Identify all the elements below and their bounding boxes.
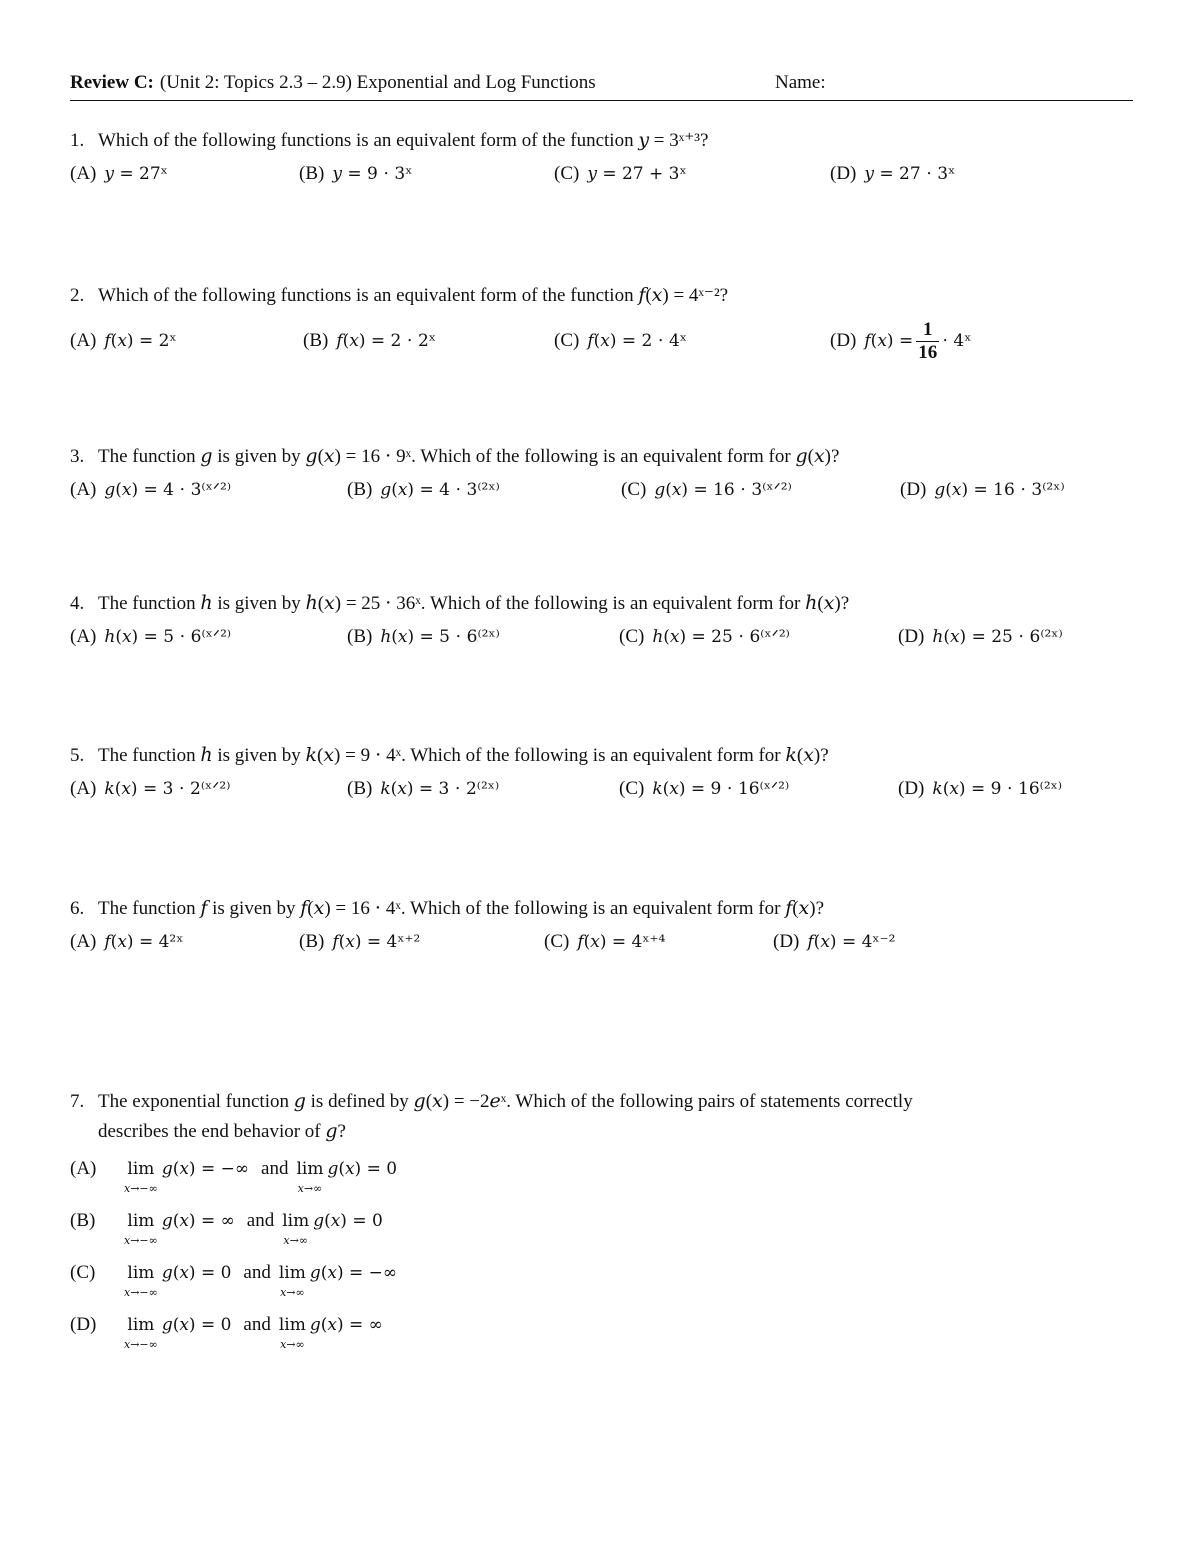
- limit-operator: [124, 1155, 158, 1195]
- choice-expression: 𝑓(𝑥) = 4ˣ⁺²: [332, 932, 421, 952]
- answer-choices: [70, 1155, 1150, 1363]
- choice-expression: 𝑓(𝑥) = 2ˣ: [104, 331, 177, 351]
- choice-letter: (B): [347, 479, 373, 500]
- choice-letter: (A): [70, 931, 97, 952]
- question-number: 4.: [70, 593, 85, 614]
- lim-word: lim: [278, 1263, 306, 1283]
- fraction-denominator: 16: [918, 342, 938, 363]
- choice-expression: 𝑘(𝑥) = 3 ⋅ 2⁽²ˣ⁾: [380, 779, 500, 799]
- answer-choices: [70, 621, 1150, 661]
- choice-a[interactable]: [70, 773, 230, 805]
- choice-letter: (B): [299, 931, 325, 952]
- lim-subscript: 𝑥→−∞: [124, 1338, 158, 1351]
- limit-operator: [296, 1155, 323, 1195]
- question-text: Which of the following functions is an equivalent form of the function 𝑦 = 3ˣ⁺³?: [98, 130, 709, 151]
- worksheet-header: [70, 72, 1133, 101]
- limit-expression: 𝑔(𝑥) = −∞: [309, 1263, 398, 1283]
- lim-word: lim: [127, 1315, 155, 1335]
- choice-letter: (D): [830, 163, 857, 184]
- lim-subscript: 𝑥→∞: [283, 1234, 308, 1247]
- limit-expression: 𝑔(𝑥) = 0: [161, 1263, 232, 1283]
- lim-word: lim: [127, 1263, 155, 1283]
- choice-expression: 𝑦 = 27 + 3ˣ: [587, 164, 687, 184]
- question-text-continued: describes the end behavior of 𝑔?: [98, 1121, 346, 1142]
- limit-expression: 𝑔(𝑥) = −∞: [161, 1159, 250, 1179]
- choice-c[interactable]: [619, 621, 790, 653]
- choice-letter: (B): [347, 778, 373, 799]
- choice-letter: (D): [900, 479, 927, 500]
- choice-c[interactable]: [544, 926, 665, 958]
- choice-expression: ℎ(𝑥) = 5 ⋅ 6⁽²ˣ⁾: [380, 627, 500, 647]
- choice-letter: (B): [303, 330, 329, 351]
- choice-letter: (A): [70, 626, 97, 647]
- choice-d[interactable]: [898, 773, 1062, 805]
- choice-expression: 𝑔(𝑥) = 16 ⋅ 3⁽ˣᐟ²⁾: [654, 480, 792, 500]
- limit-operator: [279, 1259, 306, 1299]
- choice-expression: 𝑓(𝑥) = 4²ˣ: [104, 932, 184, 952]
- lim-word: lim: [127, 1211, 155, 1231]
- choice-letter: (D): [830, 329, 857, 351]
- limit-operator: [279, 1311, 306, 1351]
- worksheet-title: (Unit 2: Topics 2.3 – 2.9) Exponential and Log Functions: [159, 72, 596, 93]
- question-text: The exponential function 𝑔 is defined by 𝑔(𝑥) = −2𝑒ˣ. Which of the following pairs of statements correctly: [98, 1091, 913, 1112]
- choice-expression: ℎ(𝑥) = 5 ⋅ 6⁽ˣᐟ²⁾: [104, 627, 232, 647]
- lim-subscript: 𝑥→∞: [280, 1286, 305, 1299]
- limit-expression: 𝑔(𝑥) = 0: [327, 1159, 398, 1179]
- answer-choices: [70, 773, 1150, 813]
- limit-expression: 𝑔(𝑥) = 0: [313, 1211, 383, 1231]
- choice-expression-prefix: 𝑓(𝑥) =: [864, 330, 914, 351]
- choice-c[interactable]: [554, 158, 687, 190]
- and-word: and: [246, 1210, 275, 1231]
- choice-letter: (B): [70, 1210, 96, 1231]
- question-number: 7.: [70, 1091, 85, 1112]
- question-stem: [70, 283, 1150, 309]
- choice-letter: (B): [347, 626, 373, 647]
- choice-b[interactable]: [299, 926, 420, 958]
- choice-b[interactable]: [70, 1207, 1150, 1259]
- choice-letter: (C): [70, 1262, 96, 1283]
- choice-letter: (C): [554, 330, 580, 351]
- question-4: [70, 591, 1150, 661]
- choice-expression: ℎ(𝑥) = 25 ⋅ 6⁽ˣᐟ²⁾: [652, 627, 790, 647]
- question-text: The function 𝑓 is given by 𝑓(𝑥) = 16 ⋅ 4ˣ. Which of the following is an equivalent form for 𝑓(𝑥)?: [98, 898, 825, 919]
- limit-operator: [124, 1207, 158, 1247]
- fraction: [916, 319, 939, 364]
- choice-b[interactable]: [299, 158, 412, 190]
- review-label: Review C:: [70, 72, 154, 93]
- choice-letter: (A): [70, 778, 97, 799]
- question-number: 3.: [70, 446, 85, 467]
- question-stem: [70, 1089, 1150, 1115]
- choice-b[interactable]: [303, 325, 436, 357]
- name-label: Name:: [775, 72, 826, 93]
- choice-letter: (D): [773, 931, 800, 952]
- choice-a[interactable]: [70, 621, 231, 653]
- choice-a[interactable]: [70, 158, 168, 190]
- choice-d[interactable]: [70, 1311, 1150, 1363]
- choice-c[interactable]: [619, 773, 789, 805]
- choice-d[interactable]: [830, 158, 955, 190]
- choice-letter: (D): [898, 626, 925, 647]
- choice-a[interactable]: [70, 1155, 1150, 1207]
- choice-letter: (C): [619, 778, 645, 799]
- choice-d[interactable]: [773, 926, 895, 958]
- choice-letter: (D): [70, 1314, 97, 1335]
- choice-letter: (C): [621, 479, 647, 500]
- choice-a[interactable]: [70, 926, 183, 958]
- choice-expression: 𝑔(𝑥) = 4 ⋅ 3⁽²ˣ⁾: [380, 480, 500, 500]
- question-number: 2.: [70, 285, 85, 306]
- choice-letter: (A): [70, 1158, 97, 1179]
- choice-expression: 𝑦 = 27 ⋅ 3ˣ: [864, 164, 956, 184]
- question-text: The function ℎ is given by ℎ(𝑥) = 25 ⋅ 36ˣ. Which of the following is an equivalent form for ℎ(𝑥)?: [98, 593, 850, 614]
- choice-d[interactable]: [900, 474, 1065, 506]
- choice-expression: 𝑘(𝑥) = 9 ⋅ 16⁽²ˣ⁾: [932, 779, 1063, 799]
- choice-a[interactable]: [70, 474, 231, 506]
- limit-expression: 𝑔(𝑥) = 0: [161, 1315, 232, 1335]
- choice-letter: (A): [70, 479, 97, 500]
- limit-expression: 𝑔(𝑥) = ∞: [161, 1211, 235, 1231]
- choice-b[interactable]: [347, 474, 500, 506]
- choice-letter: (D): [898, 778, 925, 799]
- choice-letter: (C): [544, 931, 570, 952]
- choice-letter: (A): [70, 163, 97, 184]
- limit-operator: [282, 1207, 309, 1247]
- choice-expression: 𝑔(𝑥) = 16 ⋅ 3⁽²ˣ⁾: [934, 480, 1065, 500]
- question-text: The function 𝑔 is given by 𝑔(𝑥) = 16 ⋅ 9ˣ. Which of the following is an equivalent form for 𝑔(𝑥)?: [98, 446, 840, 467]
- question-2: [70, 283, 1150, 369]
- lim-word: lim: [282, 1211, 310, 1231]
- answer-choices: [70, 926, 1150, 966]
- lim-word: lim: [127, 1159, 155, 1179]
- choice-expression: ℎ(𝑥) = 25 ⋅ 6⁽²ˣ⁾: [932, 627, 1063, 647]
- and-word: and: [243, 1262, 271, 1283]
- lim-subscript: 𝑥→−∞: [124, 1182, 158, 1195]
- limit-expression: 𝑔(𝑥) = ∞: [309, 1315, 383, 1335]
- lim-subscript: 𝑥→∞: [280, 1338, 305, 1351]
- choice-expression: 𝑓(𝑥) = 4ˣ⁺⁴: [577, 932, 666, 952]
- lim-word: lim: [296, 1159, 324, 1179]
- choice-letter: (C): [554, 163, 580, 184]
- question-6: [70, 896, 1150, 966]
- answer-choices: [70, 474, 1150, 514]
- question-stem: [70, 128, 1150, 154]
- question-1: [70, 128, 1150, 198]
- and-word: and: [261, 1158, 289, 1179]
- question-number: 1.: [70, 130, 85, 151]
- choice-expression: 𝑦 = 9 ⋅ 3ˣ: [332, 164, 413, 184]
- question-stem: [70, 444, 1150, 470]
- choice-expression: 𝑓(𝑥) = 2 ⋅ 2ˣ: [336, 331, 436, 351]
- choice-expression-suffix: ⋅ 4ˣ: [942, 330, 972, 351]
- question-5: [70, 743, 1150, 813]
- choice-expression: 𝑦 = 27ˣ: [104, 164, 168, 184]
- lim-word: lim: [278, 1315, 306, 1335]
- choice-a[interactable]: [70, 325, 177, 357]
- question-number: 5.: [70, 745, 85, 766]
- choice-expression: 𝑓(𝑥) = 2 ⋅ 4ˣ: [587, 331, 687, 351]
- question-text: Which of the following functions is an equivalent form of the function 𝑓(𝑥) = 4ˣ⁻²?: [98, 285, 729, 306]
- choice-c[interactable]: [554, 325, 687, 357]
- choice-letter: (B): [299, 163, 325, 184]
- answer-choices: [70, 158, 1150, 198]
- choice-expression: 𝑘(𝑥) = 9 ⋅ 16⁽ˣᐟ²⁾: [652, 779, 790, 799]
- question-3: [70, 444, 1150, 514]
- answer-choices: [70, 319, 1150, 369]
- question-7: [70, 1089, 1150, 1363]
- choice-expression: 𝑔(𝑥) = 4 ⋅ 3⁽ˣᐟ²⁾: [104, 480, 232, 500]
- limit-operator: [124, 1311, 158, 1351]
- choice-c[interactable]: [70, 1259, 1150, 1311]
- choice-expression: 𝑘(𝑥) = 3 ⋅ 2⁽ˣᐟ²⁾: [104, 779, 231, 799]
- limit-operator: [124, 1259, 158, 1299]
- choice-b[interactable]: [347, 773, 499, 805]
- lim-subscript: 𝑥→−∞: [124, 1234, 158, 1247]
- choice-d[interactable]: [898, 621, 1063, 653]
- and-word: and: [243, 1314, 271, 1335]
- choice-letter: (A): [70, 330, 97, 351]
- choice-c[interactable]: [621, 474, 792, 506]
- choice-b[interactable]: [347, 621, 500, 653]
- lim-subscript: 𝑥→−∞: [124, 1286, 158, 1299]
- fraction-numerator: 1: [916, 319, 939, 342]
- choice-expression: 𝑓(𝑥) = 4ˣ⁻²: [807, 932, 896, 952]
- choice-d[interactable]: [830, 319, 971, 364]
- question-stem: [70, 896, 1150, 922]
- question-stem: [70, 591, 1150, 617]
- question-number: 6.: [70, 898, 85, 919]
- question-stem: [70, 743, 1150, 769]
- choice-letter: (C): [619, 626, 645, 647]
- question-text: The function ℎ is given by 𝑘(𝑥) = 9 ⋅ 4ˣ. Which of the following is an equivalent form for 𝑘(𝑥)?: [98, 745, 829, 766]
- lim-subscript: 𝑥→∞: [297, 1182, 323, 1195]
